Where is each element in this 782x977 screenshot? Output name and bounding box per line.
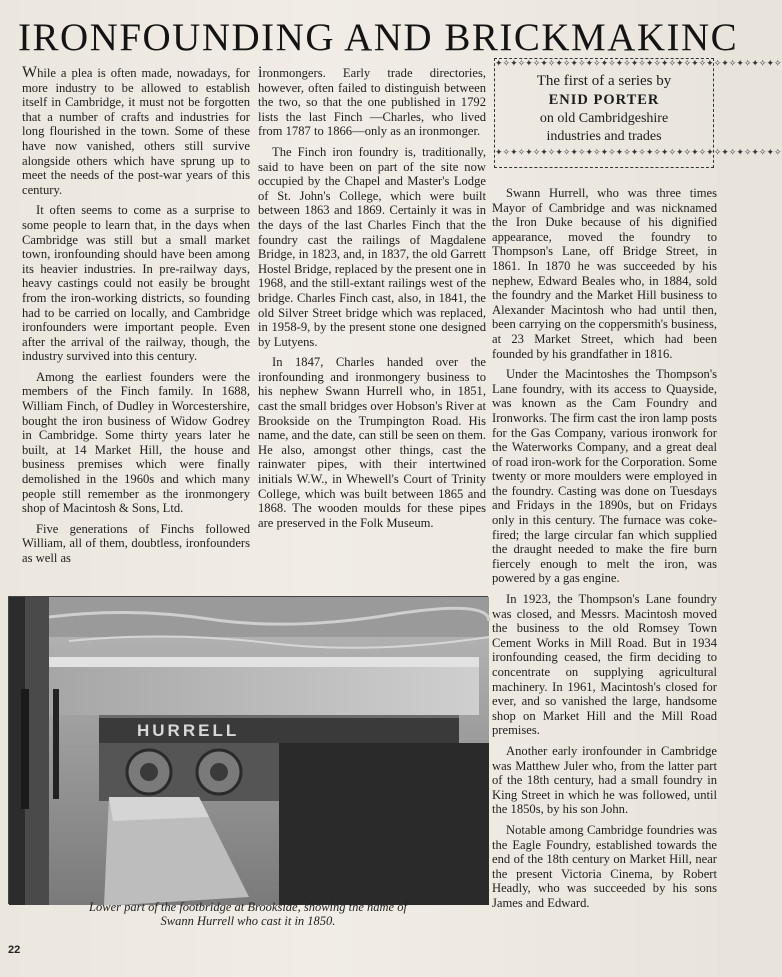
ornament-border-top: ✦✧✦✧✦✧✦✧✦✧✦✧✦✧✦✧✦✧✦✧✦✧✦✧✦✧✦✧✦✧✦✧✦✧✦✧✦✧ [495, 59, 782, 69]
page-number: 22 [8, 944, 21, 956]
bridge-illustration [9, 597, 489, 905]
paragraph: Notable among Cambridge foundries was the Eagle Foundry, established towards the end of the 18th century on Market Hill, near the present Victoria Cinema, by Robert Headly, who was succeeded by his sons James and Edward. [492, 822, 717, 910]
photo-caption [18, 900, 478, 928]
paragraph: Another early ironfounder in Cambridge was Matthew Juler who, from the latter part of the 18th century, had a small foundry in King Street in which he was followed, until the 1850s, by his son John. [492, 743, 717, 817]
paragraph: Among the earliest founders were the members of the Finch family. In 1688, William Finch, of Dudley in Worcestershire, bought the iron business of Widow Godrey in Cambridge. Some thirty years later he built, at 14 Market Hill, the house and business premises which were finally demolished in the 1960s and which many people still remember as the ironmongery shop of Macintosh & Sons, Ltd. [22, 369, 250, 516]
paragraph: It often seems to come as a surprise to some people to learn that, in the days when Cambridge was still but a small market town, ironfounding should have been among its heavier industries. In pre-railway days, heavy castings could not easily be brought from the iron-working districts, so founding had to be carried on locally, and Cambridge ironfounders were important people. Even after the arrival of the railway, though, the industry survived into this century. [22, 203, 250, 364]
ornament-border-bottom: ✦✧✦✧✦✧✦✧✦✧✦✧✦✧✦✧✦✧✦✧✦✧✦✧✦✧✦✧✦✧✦✧✦✧✦✧✦✧ [495, 148, 782, 158]
series-info-box [494, 58, 782, 168]
text-column-1 [22, 66, 250, 596]
cast-name-text: HURRELL [137, 721, 240, 740]
paragraph: In 1847, Charles handed over the ironfounding and ironmongery business to his nephew Swann Hurrell who, in 1851, cast the small bridges over Hobson's River at Brookside on the Trumpington Road. His name, and the date, can still be seen on them. He also, amongst other things, cast the rainwater pipes, with their intertwined initials W.W., in Whewell's Court of Trinity College, which was built between 1865 and 1868. The wooden moulds for these pipes are preserved in the Folk Museum. [258, 355, 487, 530]
caption-line: Lower part of the footbridge at Brookside, showing the name of [89, 900, 407, 914]
text-column-3 [492, 186, 717, 956]
caption-line: Swann Hurrell who cast it in 1850. [160, 914, 336, 928]
series-line: industries and trades [546, 129, 662, 144]
paragraph: In 1923, the Thompson's Lane foundry was closed, and Messrs. Macintosh moved the business to the old Romsey Town Cement Works in Mill Road. But in 1934 ironfounding ceased, the firm deciding to concentrate on supplying agricultural machinery. In 1961, Macintosh's closed for ever, and so vanished the large, handsome shop on Market Hill and the Mill Road premises. [492, 592, 717, 738]
paragraph: While a plea is often made, nowadays, for more industry to be allowed to establish itself in Cambridge, it must not be forgotten that a number of crafts and industries for long flourished in the town. Some of these have now vanished, others still survive alongside others which have sprung up to meet the needs of the post-war years of this century. [22, 64, 250, 197]
paragraph: Under the Macintoshes the Thompson's Lane foundry, with its access to Quayside, was known as the Cam Foundry and Ironworks. The firm cast the iron lamp posts for the Gas Company, various ironwork for the Waterworks Company, and a great deal of road iron-work for the Corporation. Some twenty or more moulders were employed in the foundry. Casting was done on Tuesdays and Fridays in the 1890s, but on Fridays only in this century. The furnace was coke-fired; the large circular fan which supplied the draught needed to make the fire burn fiercely enough to melt the iron, was powered by a gas engine. [492, 367, 717, 586]
paragraph: Swann Hurrell, who was three times Mayor of Cambridge and was nicknamed the Iron Duke because of his dignified appearance, moved the foundry to Thompson's Lane, off Bridge Street, in 1861. In 1870 he was succeeded by his nephew, Edward Beales who, in 1884, sold the foundry and the Market Hill business to Alexander Macintosh who had until then, been carrying on the coppersmith's business, at 23 Market Street, which had been founded by his grandfather in 1816. [492, 186, 717, 361]
paragraph: The Finch iron foundry is, traditionally, said to have been on part of the site now occupied by the Chapel and Master's Lodge of St. John's College, which were built between 1863 and 1869. Certainly it was in the days of the last Charles Finch that the foundry cast the railings of Magdalene Bridge, in 1823, and, in 1837, the old Garrett Hostel Bridge, replaced by the present one in 1968, and the still-extant railings west of the bridge. Charles Finch cast, also, in 1841, the old Silver Street bridge which was replaced, in 1958-9, by the present stone one designed by Lutyens. [258, 144, 486, 349]
paragraph: Five generations of Finchs followed William, all of them, doubtless, ironfounders as well as [22, 521, 250, 565]
article-headline: IRONFOUNDING AND BRICKMAKINC [18, 16, 739, 59]
paragraph: ironmongers. Early trade directories, however, often failed to distinguish between the two, so that the one published in 1792 lists the last Finch —Charles, who lived from 1787 to 1866—only as an ironmonger. [258, 64, 486, 139]
series-line: on old Cambridgeshire [539, 111, 669, 126]
text-column-2 [258, 66, 486, 596]
author-name: ENID PORTER [548, 92, 660, 108]
footbridge-photo [8, 596, 488, 904]
series-line: The first of a series by [536, 73, 672, 89]
